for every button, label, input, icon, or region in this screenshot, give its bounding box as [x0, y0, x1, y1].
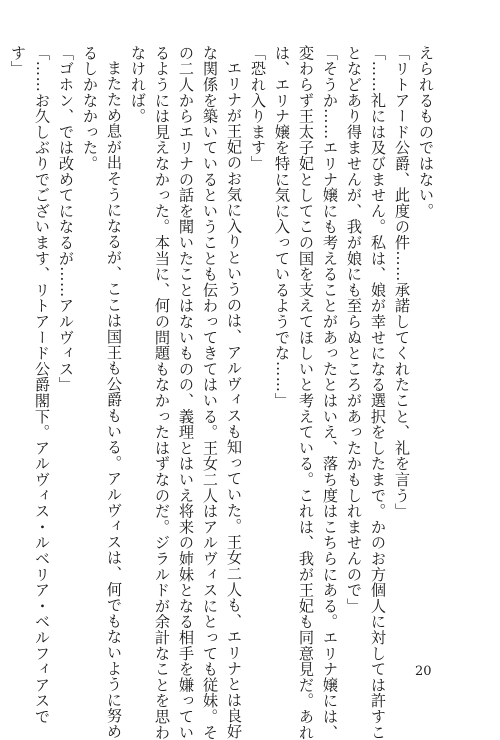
- text-line: の二人からエリナの話を聞いたことはないものの、義理とはいえ将来の姉妹となる相手を嫌ってい: [177, 45, 195, 740]
- text-line: 「恐れ入ります」: [249, 45, 267, 172]
- text-line: またため息が出そうになるが、ここは国王も公爵もいる。アルヴィスは、何でもないように努め: [105, 60, 123, 740]
- text-line: 「ゴホン、では改めてになるが……アルヴィス」: [57, 45, 75, 393]
- text-line: な関係を築いているということも伝わってきてはいる。王女二人はアルヴィスにとっても従妹。そ: [201, 45, 219, 740]
- text-line: す」: [9, 45, 27, 77]
- text-line: なければ。: [129, 45, 147, 124]
- text-line: 変わらず王太子妃としてこの国を支えてほしいと考えている。これは、我が王妃も同意見だ。あれ: [297, 45, 315, 740]
- text-line: は、エリナ嬢を特に気に入っているようでな……」: [273, 45, 291, 409]
- text-line: 「リトアード公爵、此度の件……承諾してくれたこと、礼を言う」: [393, 45, 411, 519]
- text-line: エリナが王妃のお気に入りというのは、アルヴィスも知っていた。王女二人も、エリナとは良好: [225, 60, 243, 740]
- text-line: るしかなかった。: [81, 45, 99, 172]
- text-line: るようには見えなかった。本当に、何の問題もなかったはずなのだ。ジラルドが余計なことを思わ: [153, 45, 171, 740]
- text-line: となどあり得ませんが、我が娘にも至らぬところがあったかもしれませんので」: [345, 45, 363, 614]
- page-number: 20: [415, 664, 432, 679]
- text-line: 「……礼には及びません。私は、娘が幸せになる選択をしたまで。かのお方個人に対しては許すこ: [369, 45, 387, 740]
- text-line: 「……お久しぶりでございます、リトアード公爵閣下。アルヴィス・ルベリア・ベルフィアスで: [33, 45, 51, 725]
- text-line: 「そうか……エリナ嬢にも考えることがあったとはいえ、落ち度はこちらにある。エリナ嬢には、: [321, 45, 339, 740]
- text-line: えられるものではない。: [417, 45, 435, 219]
